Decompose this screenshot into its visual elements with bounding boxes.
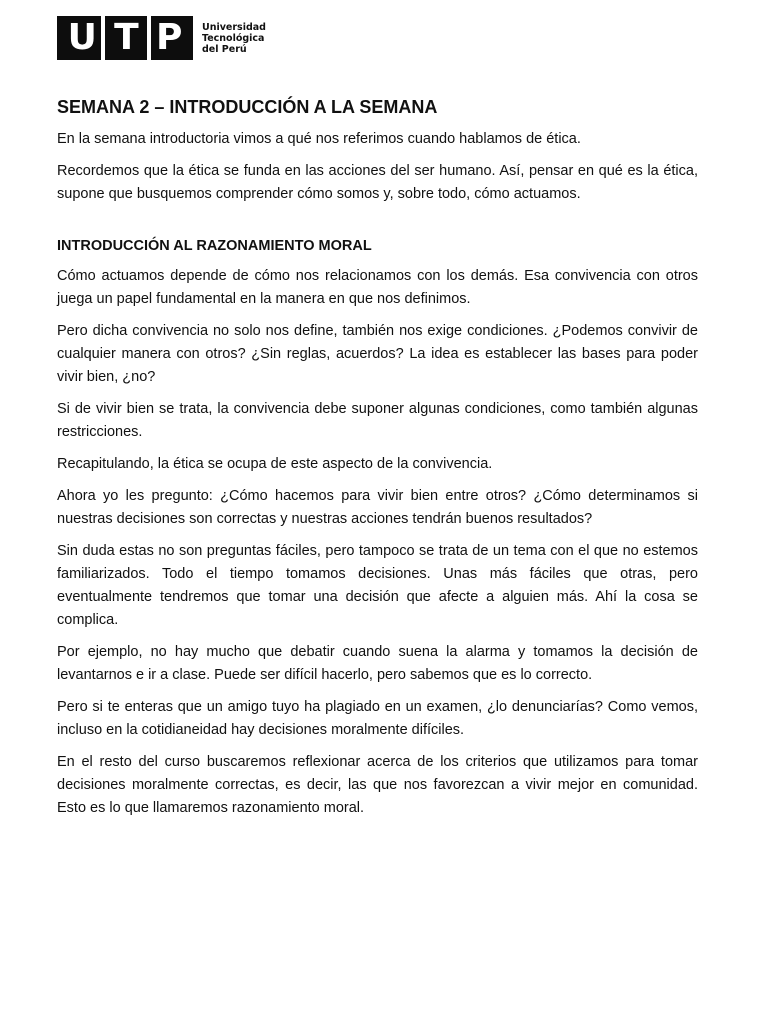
university-name-line: del Perú (202, 43, 247, 55)
paragraph: Recapitulando, la ética se ocupa de este aspecto de la convivencia. (57, 456, 493, 472)
utp-logo (57, 16, 266, 60)
paragraph: Pero dicha convivencia no solo nos define, también nos exige condiciones. ¿Podemos convivir de cualquier manera con otros? ¿Sin reglas, acuerdos? La idea es establecer las bases para poder vivir bien, ¿no? (57, 323, 698, 385)
logo-letter-p: P (155, 17, 183, 58)
logo-letter-u: U (67, 17, 97, 58)
logo-letter-t: T (114, 17, 139, 58)
paragraph: En el resto del curso buscaremos reflexionar acerca de los criterios que utilizamos para tomar decisiones moralmente correctas, es decir, las que nos favorezcan a vivir mejor en comunidad. Esto es lo que llamaremos razonamiento moral. (57, 754, 698, 816)
paragraph: Ahora yo les pregunto: ¿Cómo hacemos para vivir bien entre otros? ¿Cómo determinamos si nuestras decisiones son correctas y nuestras acciones tendrán buenos resultados? (57, 488, 698, 527)
paragraph: En la semana introductoria vimos a qué nos referimos cuando hablamos de ética. (57, 131, 581, 147)
paragraph: Pero si te enteras que un amigo tuyo ha plagiado en un examen, ¿lo denunciarías? Como vemos, incluso en la cotidianeidad hay decisiones moralmente difíciles. (57, 699, 698, 738)
section-title: INTRODUCCIÓN AL RAZONAMIENTO MORAL (57, 238, 372, 254)
paragraph: Cómo actuamos depende de cómo nos relacionamos con los demás. Esa convivencia con otros juega un papel fundamental en la manera en que nos definimos. (57, 268, 698, 307)
paragraph: Recordemos que la ética se funda en las acciones del ser humano. Así, pensar en qué es la ética, supone que busquemos comprender cómo somos y, sobre todo, cómo actuamos. (57, 163, 698, 202)
utp-logo-mark (57, 16, 193, 60)
document-body (57, 94, 698, 829)
paragraph: Por ejemplo, no hay mucho que debatir cuando suena la alarma y tomamos la decisión de levantarnos e ir a clase. Puede ser difícil hacerlo, pero sabemos que es lo correcto. (57, 644, 698, 683)
university-name-line: Tecnológica (202, 32, 265, 44)
paragraph: Sin duda estas no son preguntas fáciles, pero tampoco se trata de un tema con el que no estemos familiarizados. Todo el tiempo tomamos decisiones. Unas más fáciles que otras, pero eventualmente tendremos que tomar una decisión que afecte a alguien más. Ahí la cosa se complica. (57, 543, 698, 628)
paragraph: Si de vivir bien se trata, la convivencia debe suponer algunas condiciones, como también algunas restricciones. (57, 401, 698, 440)
university-name-line: Universidad (202, 21, 266, 33)
university-name (202, 22, 266, 55)
document-title: SEMANA 2 – INTRODUCCIÓN A LA SEMANA (57, 97, 438, 117)
logo-separator (147, 16, 151, 60)
logo-separator (101, 16, 105, 60)
